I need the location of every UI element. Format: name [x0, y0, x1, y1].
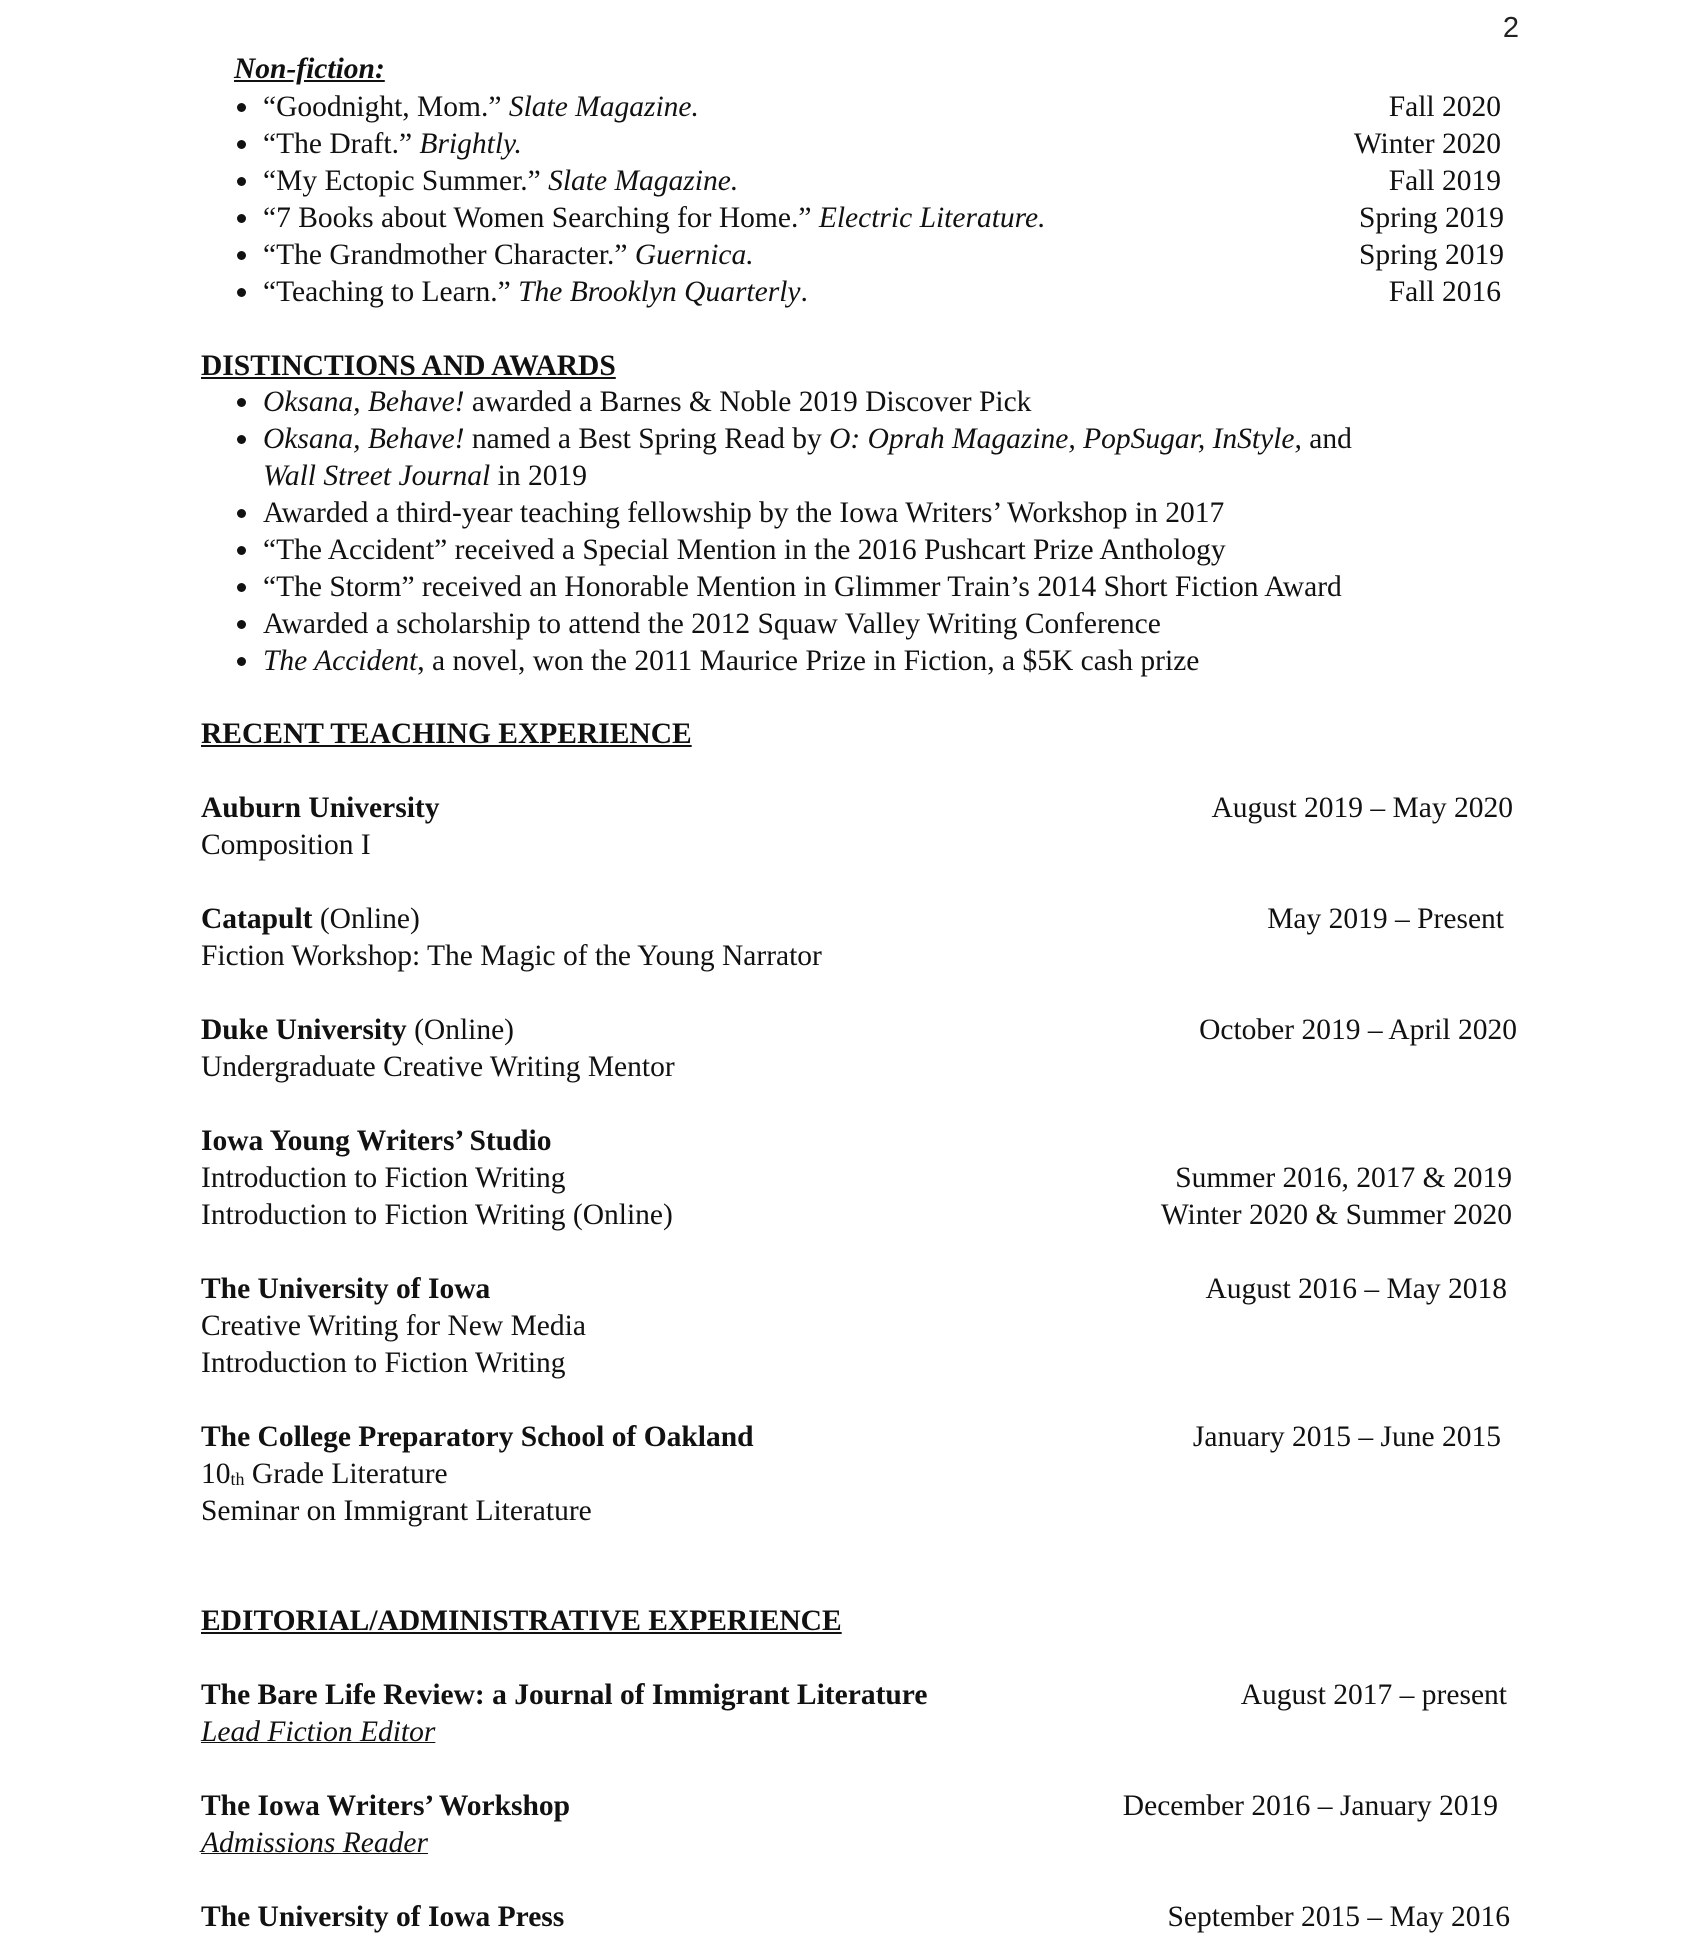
bullet-icon: [237, 398, 246, 407]
employer-name: The Bare Life Review: a Journal of Immigrant Literature: [201, 1679, 928, 1711]
nonfiction-heading: Non-fiction:: [234, 53, 385, 85]
list-item-date: Winter 2020: [1353, 128, 1501, 160]
employment-dates: September 2015 – May 2016: [1167, 1901, 1510, 1933]
employer-name: Auburn University: [201, 792, 440, 824]
bullet-icon: [237, 177, 246, 186]
bullet-icon: [237, 251, 246, 260]
employment-dates: August 2019 – May 2020: [1211, 792, 1513, 824]
list-item: Awarded a scholarship to attend the 2012 Squaw Valley Writing Conference: [263, 608, 1161, 640]
page-number: 2: [1502, 12, 1519, 44]
employer-name: The College Preparatory School of Oakland: [201, 1421, 754, 1453]
list-item: “My Ectopic Summer.” Slate Magazine.: [263, 165, 739, 197]
course-title: Introduction to Fiction Writing: [201, 1347, 566, 1379]
bullet-icon: [237, 214, 246, 223]
course-title: Seminar on Immigrant Literature: [201, 1495, 592, 1527]
employer-name: Duke University (Online): [201, 1014, 514, 1046]
list-item: “The Storm” received an Honorable Mention in Glimmer Train’s 2014 Short Fiction Award: [263, 571, 1342, 603]
course-title: Composition I: [201, 829, 371, 861]
bullet-icon: [237, 509, 246, 518]
course-title: Creative Writing for New Media: [201, 1310, 586, 1342]
awards-heading: DISTINCTIONS AND AWARDS: [201, 350, 616, 382]
list-item: “The Draft.” Brightly.: [263, 128, 522, 160]
employer-name: Iowa Young Writers’ Studio: [201, 1125, 552, 1157]
employment-dates: August 2016 – May 2018: [1205, 1273, 1507, 1305]
course-title: Introduction to Fiction Writing: [201, 1162, 566, 1194]
role-title: Admissions Reader: [201, 1827, 428, 1859]
employment-dates: October 2019 – April 2020: [1199, 1014, 1517, 1046]
list-item: “Teaching to Learn.” The Brooklyn Quarterly.: [263, 276, 808, 308]
course-title: Fiction Workshop: The Magic of the Young Narrator: [201, 940, 822, 972]
course-title: $10_{th}$ Grade Literature: [201, 1458, 448, 1490]
bullet-icon: [237, 103, 246, 112]
employer-name: The University of Iowa: [201, 1273, 491, 1305]
list-item-date: Fall 2016: [1388, 276, 1501, 308]
list-item: The Accident, a novel, won the 2011 Maurice Prize in Fiction, a $5K cash prize: [263, 645, 1200, 677]
bullet-icon: [237, 583, 246, 592]
bullet-icon: [237, 140, 246, 149]
list-item-date: Spring 2019: [1358, 202, 1504, 234]
editorial-heading: EDITORIAL/ADMINISTRATIVE EXPERIENCE: [201, 1605, 842, 1637]
bullet-icon: [237, 288, 246, 297]
list-item-date: Fall 2020: [1388, 91, 1501, 123]
list-item: “The Accident” received a Special Mention in the 2016 Pushcart Prize Anthology: [263, 534, 1226, 566]
course-title: Introduction to Fiction Writing (Online): [201, 1199, 673, 1231]
list-item-continuation: Wall Street Journal in 2019: [263, 460, 587, 492]
employer-name: Catapult (Online): [201, 903, 420, 935]
teaching-heading: RECENT TEACHING EXPERIENCE: [201, 718, 692, 750]
course-title: Undergraduate Creative Writing Mentor: [201, 1051, 675, 1083]
role-title: Lead Fiction Editor: [201, 1716, 436, 1748]
list-item: “7 Books about Women Searching for Home.” Electric Literature.: [263, 202, 1046, 234]
bullet-icon: [237, 546, 246, 555]
employment-dates: Summer 2016, 2017 & 2019: [1175, 1162, 1512, 1194]
bullet-icon: [237, 435, 246, 444]
employer-name: The Iowa Writers’ Workshop: [201, 1790, 571, 1822]
employer-name: The University of Iowa Press: [201, 1901, 565, 1933]
list-item: “Goodnight, Mom.” Slate Magazine.: [263, 91, 699, 123]
list-item: Oksana, Behave! awarded a Barnes & Noble 2019 Discover Pick: [263, 386, 1032, 418]
employment-dates: December 2016 – January 2019: [1122, 1790, 1498, 1822]
employment-dates: Winter 2020 & Summer 2020: [1160, 1199, 1512, 1231]
list-item: Oksana, Behave! named a Best Spring Read by O: Oprah Magazine, PopSugar, InStyle, and: [263, 423, 1352, 455]
list-item: “The Grandmother Character.” Guernica.: [263, 239, 754, 271]
bullet-icon: [237, 620, 246, 629]
employment-dates: August 2017 – present: [1240, 1679, 1507, 1711]
employment-dates: January 2015 – June 2015: [1192, 1421, 1501, 1453]
bullet-icon: [237, 657, 246, 666]
employment-dates: May 2019 – Present: [1267, 903, 1504, 935]
list-item-date: Fall 2019: [1388, 165, 1501, 197]
list-item-date: Spring 2019: [1358, 239, 1504, 271]
list-item: Awarded a third-year teaching fellowship by the Iowa Writers’ Workshop in 2017: [263, 497, 1225, 529]
